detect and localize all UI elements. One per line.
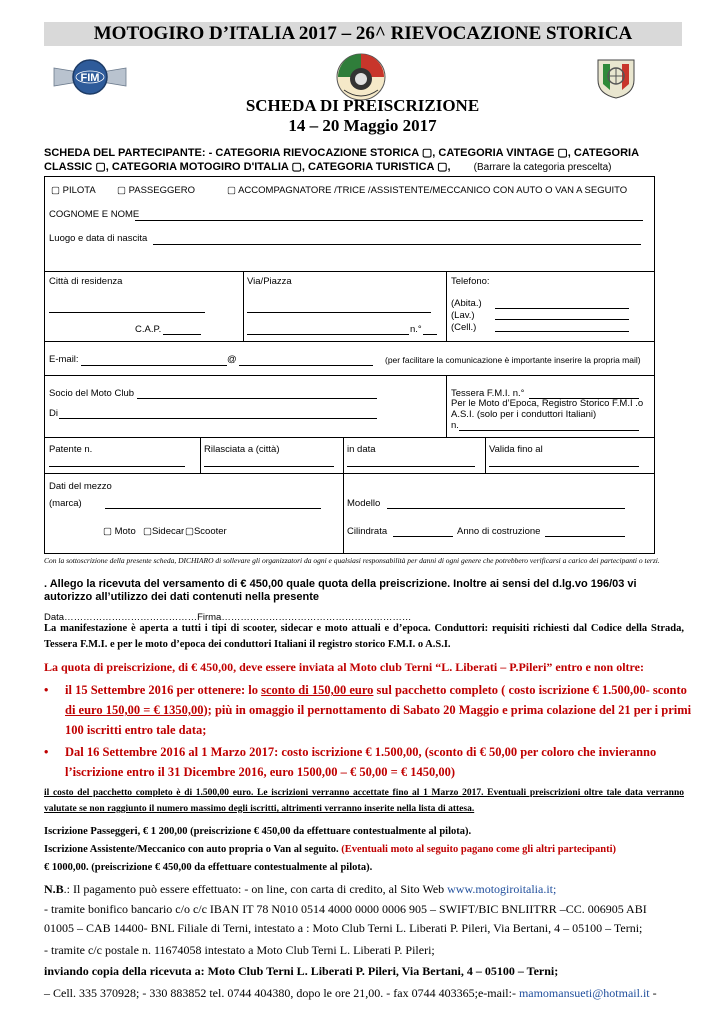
club-section [44, 376, 655, 438]
contatti-text: – Cell. 335 370928; - 330 883852 tel. 0744 404380, dopo le ore 21,00. - fax 0744 403365;e-mail:- [44, 986, 519, 1000]
document-title: MOTOGIRO D’ITALIA 2017 – 26^ RIEVOCAZIONE STORICA [44, 22, 682, 46]
socio-field[interactable] [137, 398, 377, 399]
personal-info-section [44, 176, 655, 272]
vehicle-section [44, 474, 655, 554]
email-link[interactable]: mamomansueti@hotmail.it [518, 986, 650, 1000]
fmi-logo [594, 54, 638, 100]
email-note: (per facilitare la comunicazione è importante inserire la propria mail) [385, 355, 641, 365]
manifestazione-text: La manifestazione è aperta a tutti i tipi di scooter, sidecar e moto attuali e d’epoca. Conduttori: requisiti richiesti dal Codice della Strada, Tessera F.M.I. e per le moto d’epoca dei conduttori Italiani il registro storico F.M.I. o A.S.I. [44, 623, 684, 650]
bullet-1 [44, 680, 692, 740]
email-label: E-mail: [49, 354, 79, 365]
bullet-1-text-a: il 15 Settembre 2016 per ottenere: lo [65, 683, 262, 697]
bullet-1-text-b: sul pacchetto completo ( costo iscrizione € 1.500,00- sconto [373, 683, 687, 697]
marca-label: (marca) [49, 498, 82, 509]
fim-logo-text: FIM [80, 72, 100, 84]
nb-text: .: Il pagamento può essere effettuato: - on line, con carta di credito, al Sito Web [63, 882, 448, 896]
cilindrata-field[interactable] [393, 536, 453, 537]
civic-number-field[interactable] [423, 334, 437, 335]
marca-field[interactable] [105, 508, 321, 509]
quota-text: La quota di preiscrizione, di € 450,00, deve essere inviata al Moto club Terni “L. Liberati – P.Pileri” entro e non oltre: [44, 660, 644, 674]
in-data-label: in data [347, 444, 376, 455]
rilasciata-field[interactable] [204, 466, 334, 467]
bullet-1-text-e: 100 iscritti entro tale data; [65, 723, 207, 737]
via-field[interactable] [247, 312, 431, 313]
bullet-1-price: di euro 150,00 = € 1350,00 [65, 703, 204, 717]
bullet-2 [44, 742, 684, 782]
address-section [44, 272, 655, 342]
registro-number-field[interactable] [459, 430, 639, 431]
postale-line: - tramite c/c postale n. 11674058 intestato a Moto Club Terni L. Liberati P. Pileri; [44, 943, 435, 957]
bonifico-line-1: - tramite bonifico bancario c/o c/c IBAN IT 78 N010 0514 4000 0000 0006 905 – SWIFT/BIC BNLIITRR –CC. 006905 ABI [44, 902, 647, 916]
tessera-label: Tessera F.M.I. n.° [451, 388, 525, 399]
registro-storico-label: Per le Moto d’Epoca, Registro Storico F.M.I .o [451, 398, 644, 409]
di-field[interactable] [59, 418, 377, 419]
allego-line-1: . Allego la ricevuta del versamento di € 450,00 quale quota della preiscrizione. Inoltre ai sensi del d.lg.vo 196/03 vi [44, 578, 637, 590]
asi-label: A.S.I. (solo per i conduttori Italiani) [451, 409, 597, 420]
di-label: Di [49, 408, 58, 419]
valida-field[interactable] [489, 466, 639, 467]
moto-checkbox[interactable]: ▢ Moto [103, 526, 136, 537]
telefono-label: Telefono: [451, 276, 490, 287]
citta-field[interactable] [49, 312, 205, 313]
email-at-sign: @ [227, 354, 237, 365]
scooter-checkbox[interactable]: ▢Scooter [185, 526, 227, 537]
in-data-field[interactable] [347, 466, 475, 467]
phone-home-field[interactable] [495, 308, 629, 309]
bullet-2-text-b: l’iscrizione entro il 31 Dicembre 2016, euro 1500,00 – € 50,00 = € 1450,00) [65, 765, 456, 779]
abita-label: (Abita.) [451, 298, 482, 309]
bullet-2-text-a: Dal 16 Settembre 2016 al 1 Marzo 2017: costo iscrizione € 1.500,00, (sconto di € 50,00 per coloro che invieranno [65, 745, 657, 759]
patente-field[interactable] [49, 466, 185, 467]
role-pilota-checkbox[interactable]: ▢ PILOTA [51, 185, 96, 196]
category-options[interactable]: CLASSIC ▢, CATEGORIA MOTOGIRO D'ITALIA ▢, CATEGORIA TURISTICA ▢, [44, 161, 451, 173]
moto-club-terni-logo [324, 52, 398, 102]
sidecar-checkbox[interactable]: ▢Sidecar [143, 526, 185, 537]
email-user-field[interactable] [81, 365, 227, 366]
civic-number-label: n.° [410, 324, 422, 335]
civic-number-line[interactable] [247, 334, 409, 335]
cilindrata-label: Cilindrata [347, 526, 388, 537]
anno-field[interactable] [545, 536, 625, 537]
rilasciata-label: Rilasciata a (città) [204, 444, 280, 455]
data-firma-line[interactable]: Data……………………………………Firma…………………………………………………… [44, 612, 412, 623]
luogo-label: Luogo e data di nascita [49, 233, 148, 244]
assistente-text: Iscrizione Assistente/Meccanico con auto propria o Van al seguito. [44, 844, 342, 855]
modello-field[interactable] [387, 508, 625, 509]
phone-work-field[interactable] [495, 319, 629, 320]
bullet-1-dot: • [44, 683, 49, 697]
email-domain-field[interactable] [239, 365, 373, 366]
event-dates: 14 – 20 Maggio 2017 [288, 116, 437, 135]
role-accompagnatore-checkbox[interactable]: ▢ ACCOMPAGNATORE /TRICE /ASSISTENTE/MECCANICO CON AUTO O VAN A SEGUITO [227, 185, 628, 196]
costo-text: il costo del pacchetto completo è di 1.500,00 euro. Le iscrizioni verranno accettate fino al 1 Marzo 2017. Eventuali preiscrizioni oltre tale data verranno valutate se non raggiunto il numero massimo degli iscritti, altrimenti verranno inserite nella lista di attesa. [44, 788, 684, 814]
nb-label: N.B [44, 882, 64, 896]
category-note: (Barrare la categoria prescelta) [473, 162, 612, 173]
passeggeri-text: Iscrizione Passeggeri, € 1 200,00 (preiscrizione € 450,00 da effettuare contestualmente al pilota). [44, 826, 472, 837]
inviando-line: inviando copia della ricevuta a: Moto Club Terni L. Liberati P. Pileri, Via Bertani, 4 – 05100 – Terni; [44, 964, 559, 978]
modello-label: Modello [347, 498, 381, 509]
nb-line [44, 880, 684, 898]
registro-number-label: n. [451, 420, 459, 431]
bullet-2-dot: • [44, 745, 49, 759]
socio-label: Socio del Moto Club [49, 388, 135, 399]
fim-logo [52, 56, 128, 98]
dati-mezzo-label: Dati del mezzo [49, 481, 112, 492]
lav-label: (Lav.) [451, 310, 475, 321]
role-passeggero-checkbox[interactable]: ▢ PASSEGGERO [117, 185, 195, 196]
anno-label: Anno di costruzione [457, 526, 541, 537]
category-line-2[interactable] [44, 160, 684, 175]
bullet-1-text-d: ); più in omaggio il pernottamento di Sabato 20 Maggio e prima colazione del 21 per i primi [203, 703, 692, 717]
contatti-tail: - [649, 986, 657, 1000]
category-line-1[interactable]: SCHEDA DEL PARTECIPANTE: - CATEGORIA RIEVOCAZIONE STORICA ▢, CATEGORIA VINTAGE ▢, CATEGORIA [44, 147, 640, 159]
assistente-price: € 1000,00. (preiscrizione € 450,00 da effettuare contestualmente al pilota). [44, 862, 373, 873]
patente-label: Patente n. [49, 444, 93, 455]
bullet-1-discount: sconto di 150,00 euro [261, 683, 374, 697]
citta-label: Città di residenza [49, 276, 123, 287]
bonifico-line-2: 01005 – CAB 14400- BNL Filiale di Terni, intestato a : Moto Club Terni L. Liberati P. Pileri, Via Bertani, 4 – 05100 – Terni; [44, 921, 643, 935]
cap-label: C.A.P. [135, 324, 162, 335]
email-section [44, 342, 655, 376]
phone-cell-field[interactable] [495, 331, 629, 332]
allego-line-2: autorizzo all’utilizzo dei dati contenuti nella presente [44, 591, 320, 603]
license-section [44, 438, 655, 474]
cell-label: (Cell.) [451, 322, 477, 333]
valida-label: Valida fino al [489, 444, 543, 455]
form-subtitle: SCHEDA DI PREISCRIZIONE [245, 96, 480, 115]
cognome-field[interactable] [135, 220, 643, 221]
via-label: Via/Piazza [247, 276, 292, 287]
contatti-line [44, 984, 684, 1002]
luogo-field[interactable] [153, 244, 641, 245]
cap-field[interactable] [163, 334, 201, 335]
assistente-line [44, 842, 684, 858]
assistente-note: (Eventuali moto al seguito pagano come gli altri partecipanti) [341, 844, 617, 855]
website-link[interactable]: www.motogiroitalia.it; [447, 882, 557, 896]
cognome-label: COGNOME E NOME [49, 209, 140, 220]
disclaimer-text: Con la sottoscrizione della presente scheda, DICHIARO di sollevare gli organizzatori da ogni e qualsiasi responsabilità per danni di ogni genere che potrebbero verificarsi a carico dei partecipanti o terzi. [44, 556, 660, 565]
